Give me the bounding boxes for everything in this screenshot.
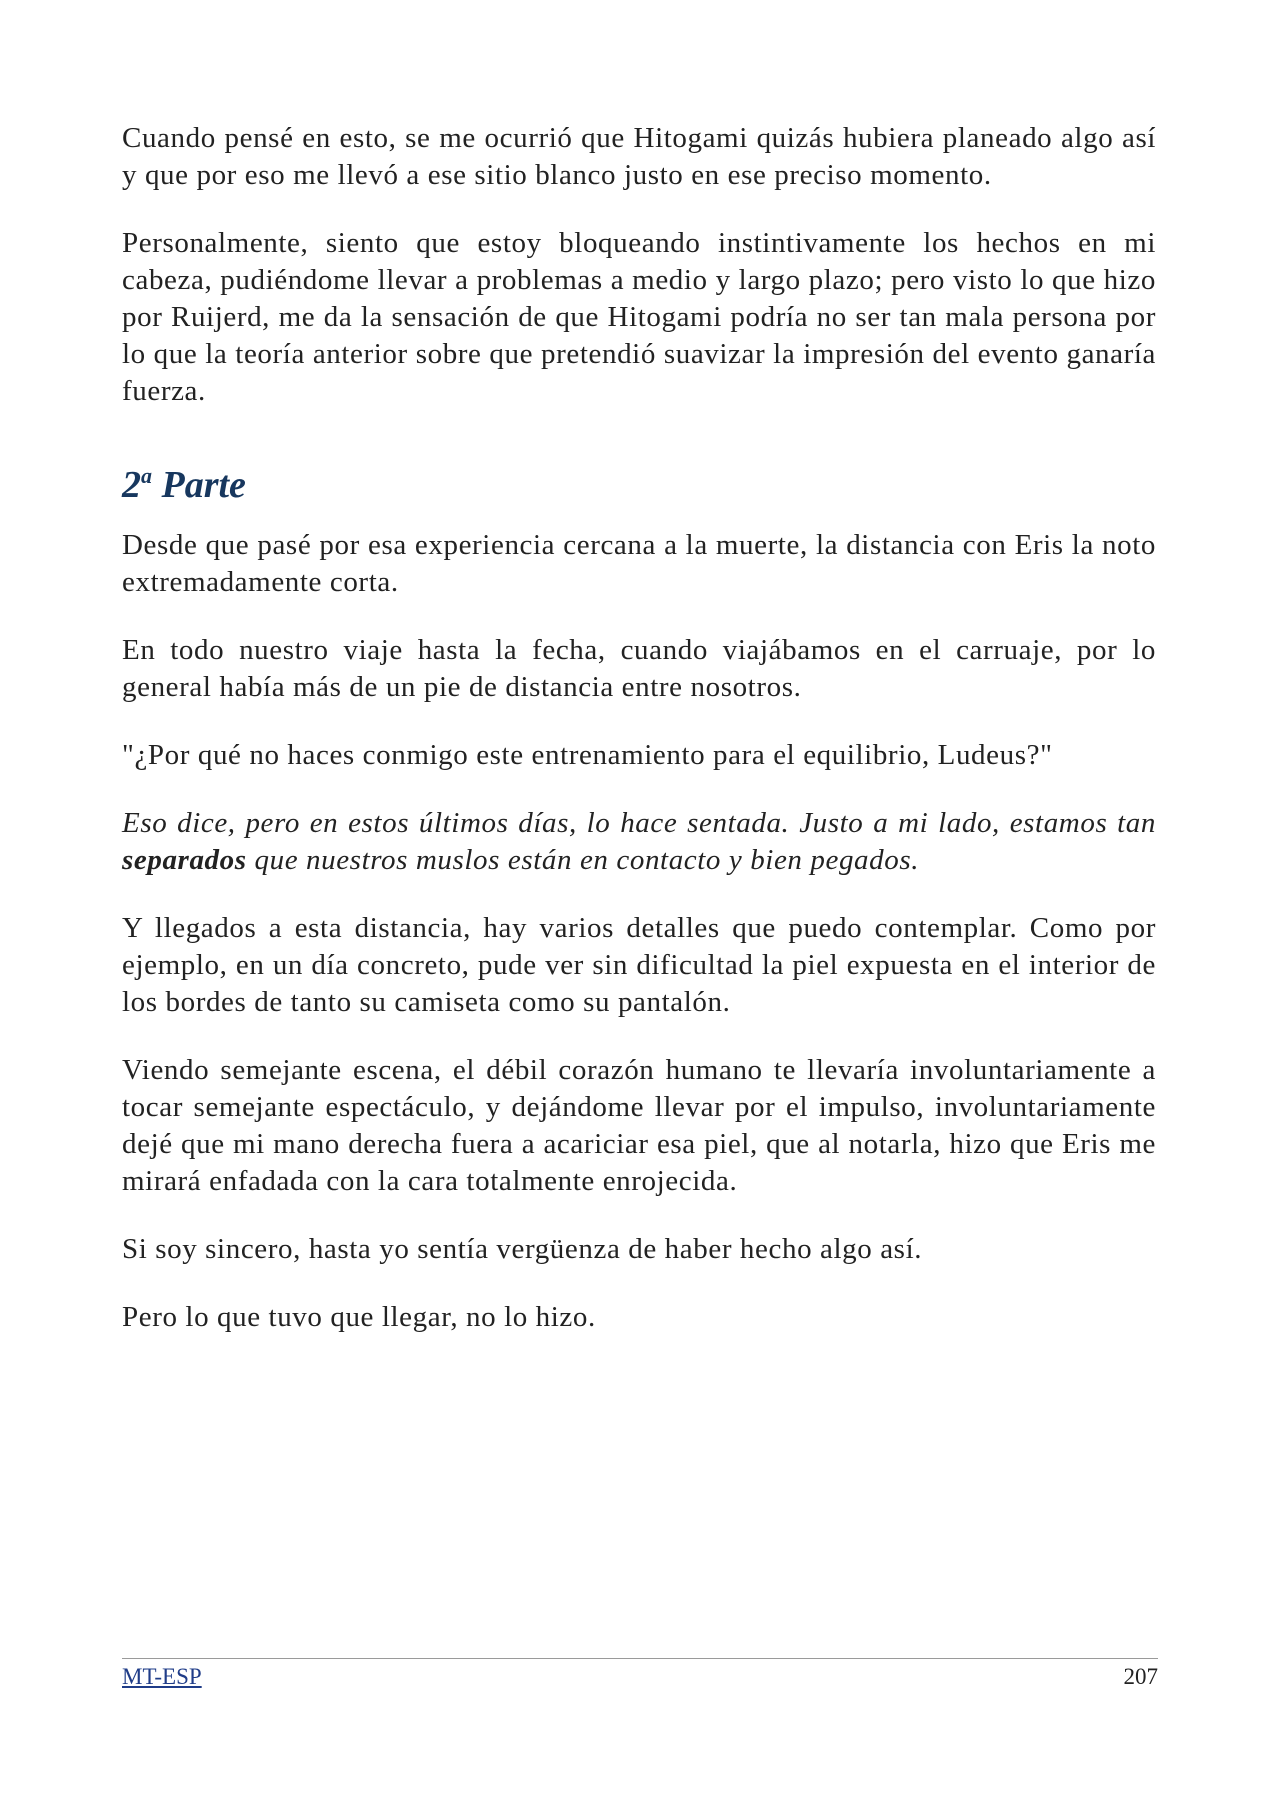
paragraph: En todo nuestro viaje hasta la fecha, cuando viajábamos en el carruaje, por lo general había más de un pie de distancia entre nosotros. [122, 634, 1156, 703]
section-title: Parte [152, 464, 246, 506]
paragraph: Desde que pasé por esa experiencia cercana a la muerte, la distancia con Eris la noto extremadamente corta. [122, 529, 1156, 598]
section-number: 2 [122, 464, 141, 506]
italic-text-before: Eso dice, pero en estos últimos días, lo hace sentada. Justo a mi lado, estamos tan [122, 807, 1156, 839]
page-number: 207 [1123, 1664, 1158, 1689]
bold-emphasis: separados [122, 844, 247, 876]
paragraph: Y llegados a esta distancia, hay varios detalles que puedo contemplar. Como por ejemplo, en un día concreto, pude ver sin dificultad la piel expuesta en el interior de los bordes de tanto su camiseta como su pantalón. [122, 912, 1156, 1018]
dialogue-quote: "¿Por qué no haces conmigo este entrenamiento para el equilibrio, Ludeus?" [122, 739, 1053, 771]
section-heading [122, 452, 1156, 509]
paragraph: Personalmente, siento que estoy bloqueando instintivamente los hechos en mi cabeza, pudiéndome llevar a problemas a medio y largo plazo; pero visto lo que hizo por Ruijerd, me da la sensación de que Hitogami podría no ser tan mala persona por lo que la teoría anterior sobre que pretendió suavizar la impresión del evento ganaría fuerza. [122, 227, 1156, 407]
paragraph: Viendo semejante escena, el débil corazón humano te llevaría involuntariamente a tocar semejante espectáculo, y dejándome llevar por el impulso, involuntariamente dejé que mi mano derecha fuera a acariciar esa piel, que al notarla, hizo que Eris me mirará enfadada con la cara totalmente enrojecida. [122, 1054, 1156, 1197]
paragraph: Pero lo que tuvo que llegar, no lo hizo. [122, 1301, 596, 1333]
italic-paragraph [122, 805, 1156, 879]
section-ordinal: a [141, 463, 152, 488]
paragraph: Si soy sincero, hasta yo sentía vergüenza de haber hecho algo así. [122, 1233, 923, 1265]
footer-brand-link[interactable]: MT-ESP [122, 1664, 202, 1689]
page-footer [122, 1658, 1158, 1691]
document-page [122, 120, 1156, 1367]
paragraph: Cuando pensé en esto, se me ocurrió que Hitogami quizás hubiera planeado algo así y que por eso me llevó a ese sitio blanco justo en ese preciso momento. [122, 122, 1156, 191]
italic-text-after: que nuestros muslos están en contacto y bien pegados. [246, 844, 920, 876]
